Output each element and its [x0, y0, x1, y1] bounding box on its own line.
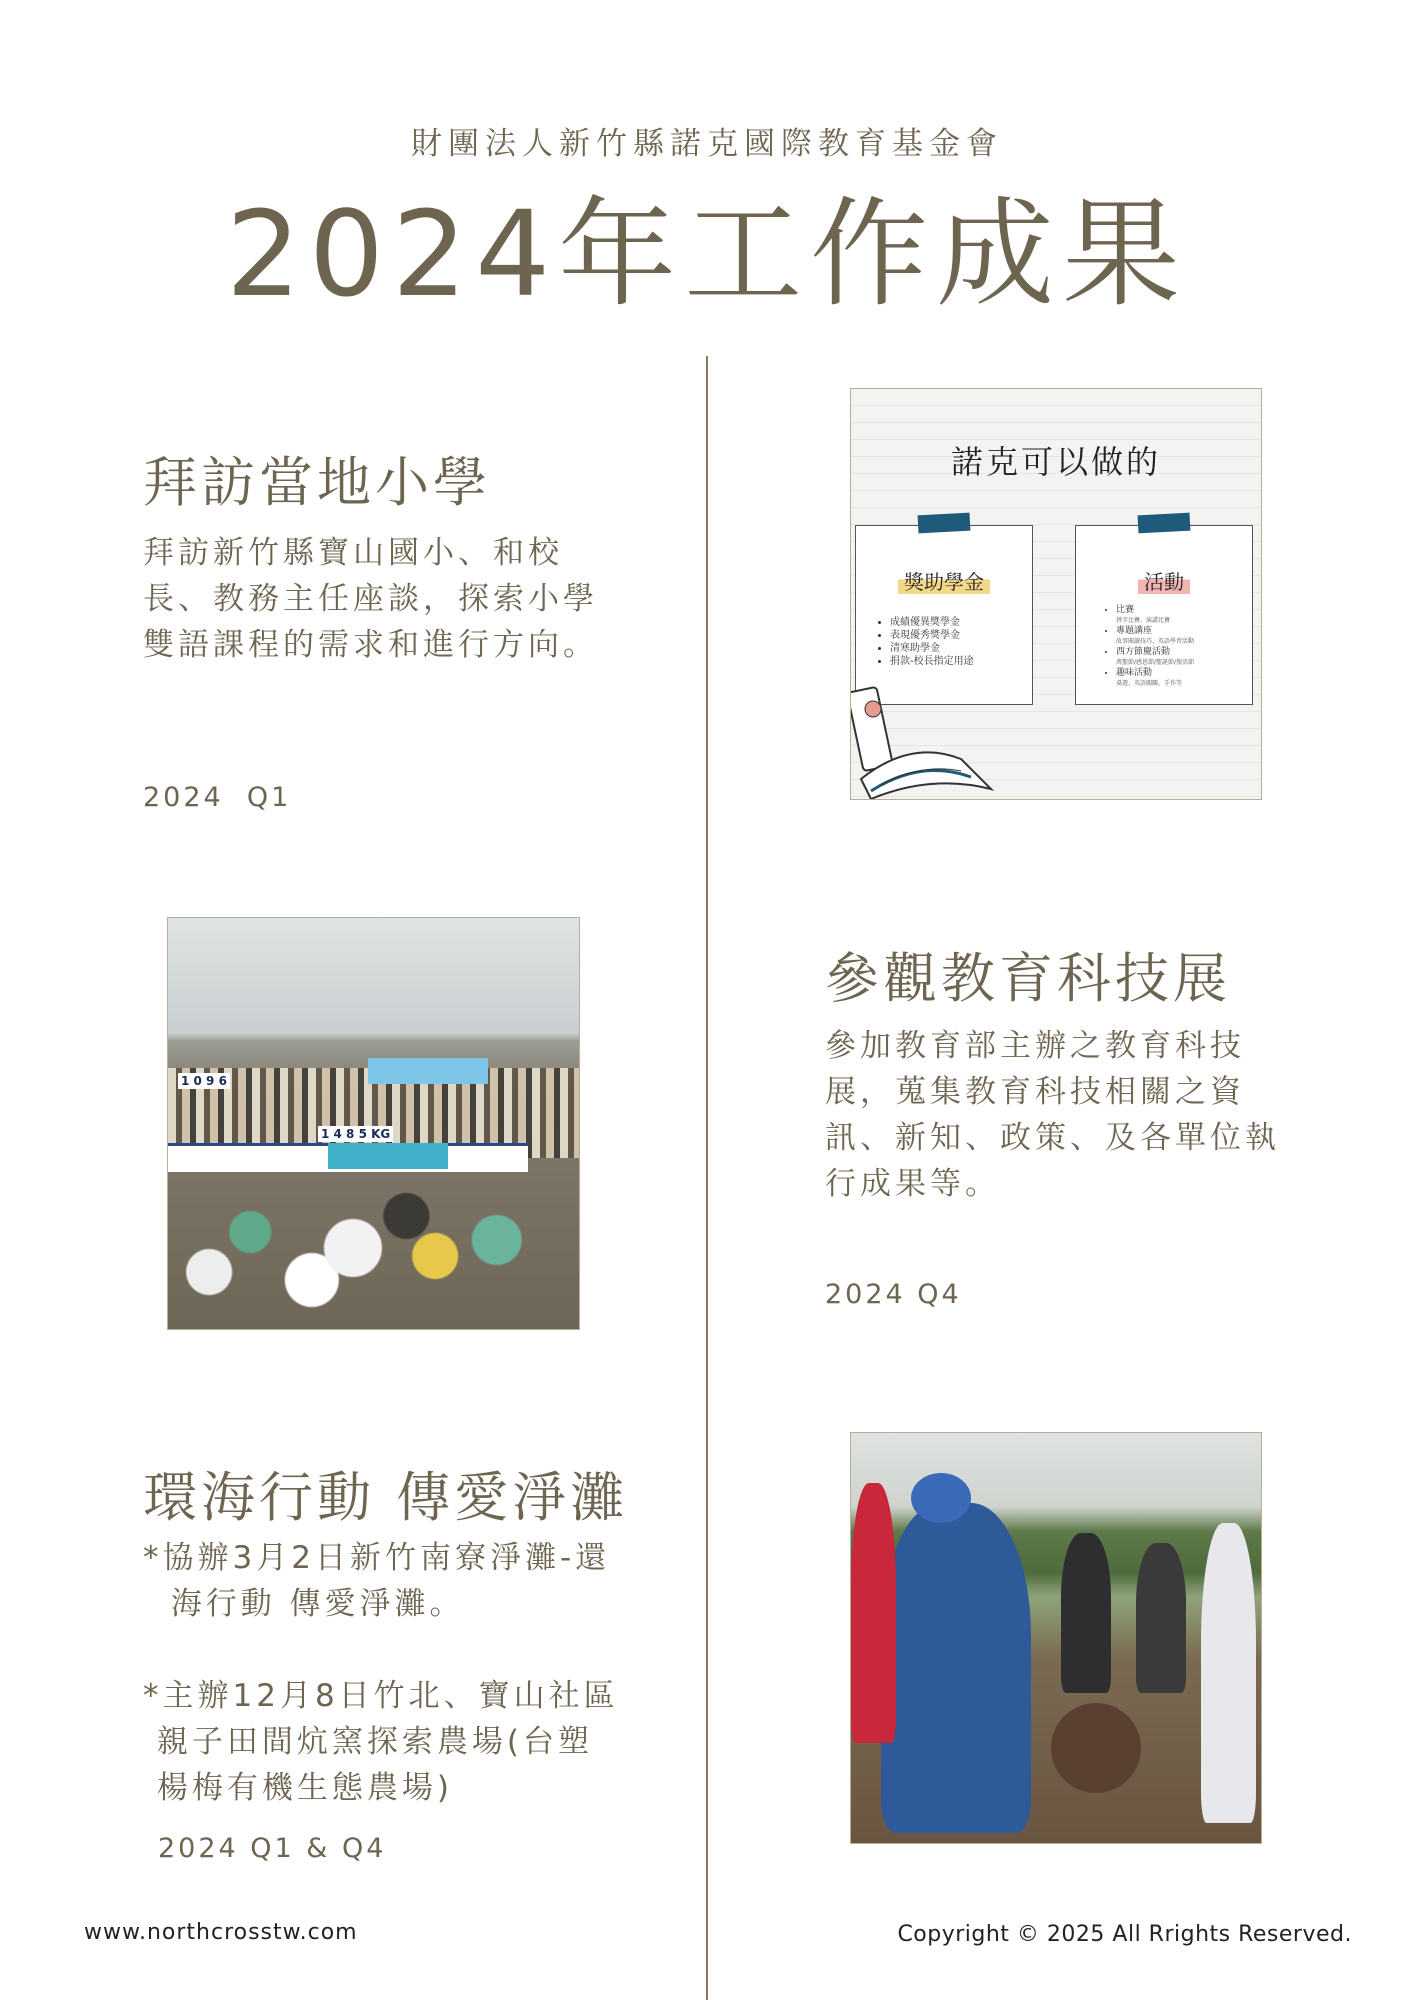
section-date-edtech-expo: 2024 Q4 — [825, 1279, 962, 1310]
note-line: 楊梅有機生態農場) — [143, 1770, 453, 1806]
person-shape — [1061, 1533, 1111, 1693]
list-item: • 清寒助學金 — [890, 642, 1026, 655]
tape-decoration — [918, 513, 971, 534]
slide-title: 諾克可以做的 — [950, 443, 1161, 481]
section-title-beach-cleanup: 環海行動 傳愛淨灘 — [143, 1466, 629, 1529]
body-line: 拜訪新竹縣寶山國小、和校 — [143, 535, 563, 571]
scholarship-card — [855, 525, 1033, 705]
tape-decoration — [1138, 513, 1191, 534]
list-item: • 專題講座 故事閱讀技巧、英語學習活動 — [1116, 625, 1248, 646]
person-shape — [1136, 1543, 1186, 1693]
section-body-edtech-expo — [825, 1023, 1385, 1207]
body-line: 行成果等。 — [825, 1166, 1000, 1202]
scholarship-heading: 獎助學金 — [898, 570, 990, 594]
note-line: *協辦3月2日新竹南寮淨灘-還 — [143, 1540, 611, 1576]
trash-bags-shape — [168, 1168, 579, 1328]
beach-cleanup-photo — [167, 917, 580, 1330]
list-item: • 比賽 拼字比賽、演講比賽 — [1116, 604, 1248, 625]
farm-visit-photo — [850, 1432, 1262, 1844]
body-line: 參加教育部主辦之教育科技 — [825, 1028, 1245, 1064]
organization-name: 財團法人新竹縣諾克國際教育基金會 — [411, 126, 1003, 162]
soil-shape — [1051, 1703, 1141, 1793]
note-line: 海行動 傳愛淨灘。 — [143, 1586, 465, 1622]
book-illustration — [851, 679, 1001, 799]
slide-image — [850, 388, 1262, 800]
body-line: 展，蒐集教育科技相關之資 — [825, 1074, 1245, 1110]
center-divider — [706, 356, 708, 2000]
page-title: 2024年工作成果 — [225, 185, 1189, 323]
body-line: 長、教務主任座談，探索小學 — [143, 581, 598, 617]
activities-heading: 活動 — [1138, 570, 1190, 594]
copyright-text: Copyright © 2025 All Rrights Reserved. — [897, 1922, 1352, 1947]
list-item: • 趣味活動 桌遊、英語闖關、手作等 — [1116, 667, 1248, 688]
note-beach-cleanup — [143, 1535, 663, 1627]
sign-1096: 1 0 9 6 — [178, 1073, 230, 1089]
banner-shape — [368, 1058, 488, 1084]
activities-card — [1075, 525, 1253, 705]
note-line: 親子田間炕窯探索農場(台塑 — [143, 1724, 593, 1760]
section-date-visit-school: 2024 Q1 — [143, 782, 292, 813]
person-shape — [911, 1473, 971, 1523]
list-item: • 捐款-校長指定用途 — [890, 655, 1026, 668]
list-item: • 西方節慶活動 萬聖節/感恩節/聖誕節/復活節 — [1116, 646, 1248, 667]
note-farm-event — [143, 1673, 663, 1811]
section-title-edtech-expo: 參觀教育科技展 — [825, 947, 1231, 1010]
list-item: • 表現優秀獎學金 — [890, 629, 1026, 642]
activities-list — [1116, 604, 1248, 688]
website-link[interactable]: www.northcrosstw.com — [84, 1920, 358, 1945]
section-body-visit-school — [143, 530, 663, 668]
person-shape — [1201, 1523, 1256, 1823]
banner-shape — [328, 1143, 448, 1169]
person-shape — [881, 1503, 1031, 1833]
note-line: *主辦12月8日竹北、寶山社區 — [143, 1678, 619, 1714]
list-item: • 成績優異獎學金 — [890, 616, 1026, 629]
body-line: 雙語課程的需求和進行方向。 — [143, 627, 598, 663]
sign-weight: 1 4 8 5 KG — [318, 1126, 393, 1142]
scholarship-list — [890, 616, 1026, 668]
person-shape — [851, 1483, 896, 1743]
section-title-visit-school: 拜訪當地小學 — [143, 451, 491, 514]
body-line: 訊、新知、政策、及各單位執 — [825, 1120, 1280, 1156]
section-date-beach-cleanup: 2024 Q1 & Q4 — [158, 1833, 387, 1864]
